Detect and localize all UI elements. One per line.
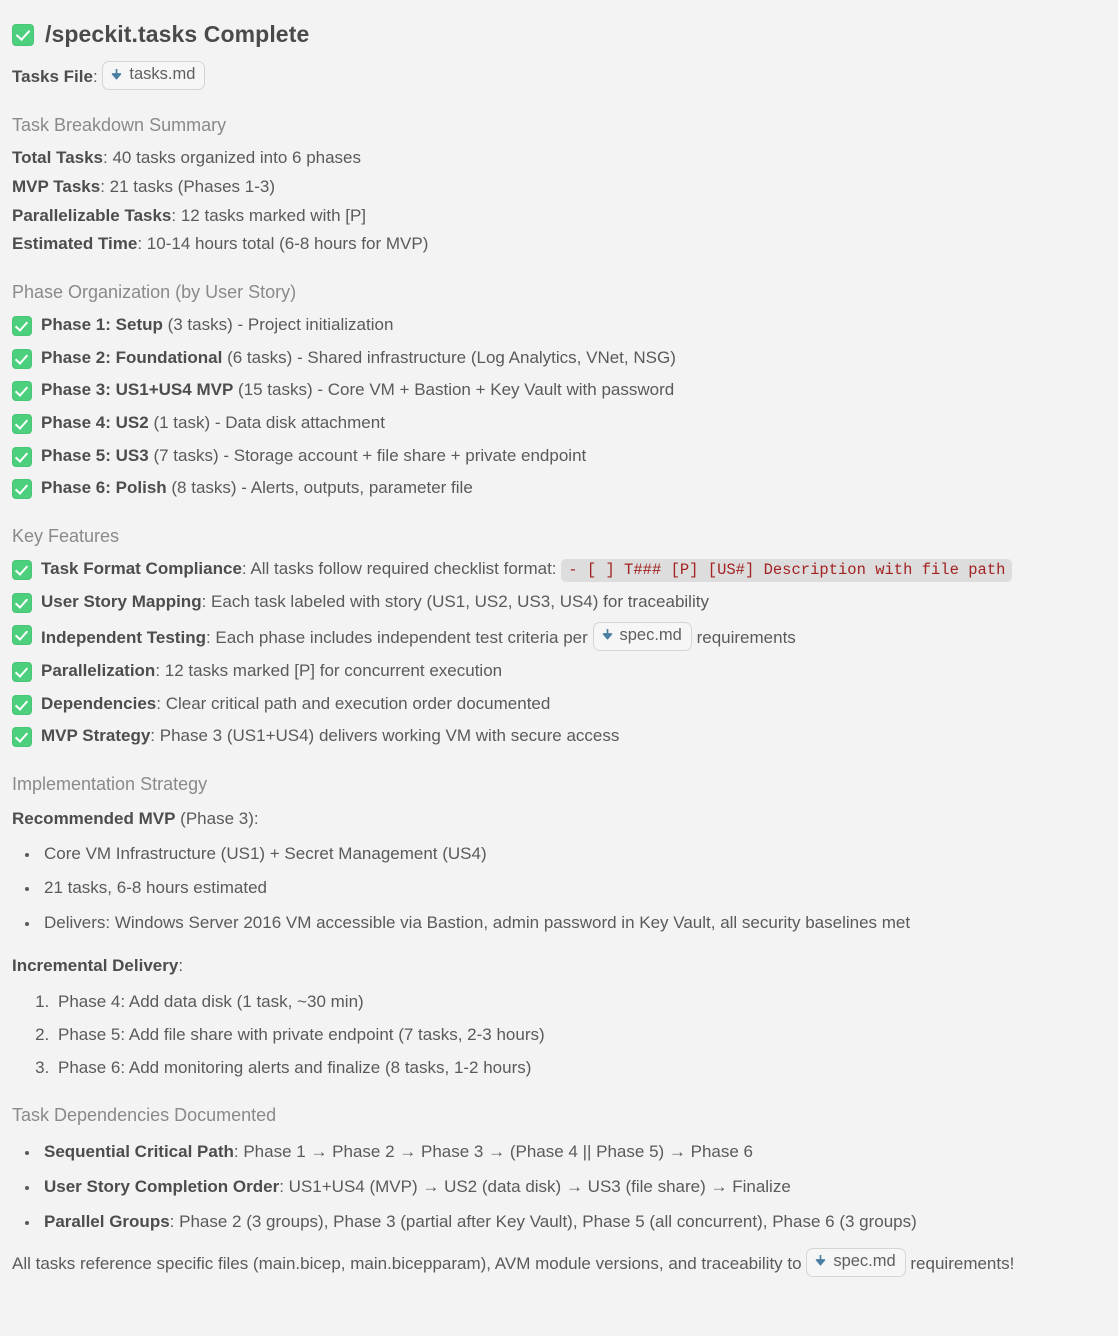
phase-name: Phase 4: US2 bbox=[41, 412, 149, 432]
list-item: • Delivers: Windows Server 2016 VM accessible via Bastion, admin password in Key Vault, all security baselines met bbox=[40, 911, 1104, 936]
phase-name: Phase 6: Polish bbox=[41, 478, 167, 498]
summary-row bbox=[12, 204, 1104, 229]
summary-row bbox=[12, 146, 1104, 171]
feature-text bbox=[41, 659, 1104, 684]
feature-detail: : 12 tasks marked [P] for concurrent execution bbox=[155, 661, 503, 681]
feature-text bbox=[41, 590, 1104, 615]
list-item bbox=[12, 659, 1104, 684]
incremental-delivery-colon: : bbox=[178, 955, 184, 975]
list-item bbox=[12, 622, 1104, 651]
feature-text bbox=[41, 692, 1104, 717]
phase-text bbox=[41, 346, 1104, 371]
phase-text bbox=[41, 378, 1104, 403]
list-item: 2. Phase 5: Add file share with private endpoint (7 tasks, 2-3 hours) bbox=[54, 1023, 1104, 1048]
phase-name: Phase 3: US1+US4 MVP bbox=[41, 380, 234, 400]
feature-detail: : Phase 3 (US1+US4) delivers working VM with secure access bbox=[150, 726, 620, 746]
tasks-file-label: Tasks File bbox=[12, 67, 93, 87]
summary-row bbox=[12, 175, 1104, 200]
dependencies-heading: Task Dependencies Documented bbox=[12, 1105, 277, 1126]
check-square-icon bbox=[12, 727, 32, 747]
list-item: 3. Phase 6: Add monitoring alerts and finalize (8 tasks, 1-2 hours) bbox=[54, 1056, 1104, 1081]
feature-name: Parallelization bbox=[41, 661, 156, 681]
list-item bbox=[12, 724, 1104, 749]
feature-text bbox=[41, 622, 1104, 651]
footer-text-after: requirements! bbox=[905, 1254, 1015, 1274]
phase-text bbox=[41, 444, 1104, 469]
summary-key: Total Tasks bbox=[12, 148, 104, 168]
tasks-file-colon: : bbox=[92, 67, 98, 87]
key-features-heading: Key Features bbox=[12, 525, 120, 546]
summary-list bbox=[12, 146, 1104, 257]
phase-detail: (7 tasks) - Storage account + file share + private endpoint bbox=[148, 445, 587, 465]
summary-row bbox=[12, 232, 1104, 257]
key-features-list bbox=[12, 557, 1104, 749]
incremental-delivery-list bbox=[12, 990, 1104, 1080]
tasks-file-row bbox=[12, 61, 1104, 90]
feature-detail: : Each task labeled with story (US1, US2, US3, US4) for traceability bbox=[201, 591, 709, 611]
incremental-delivery-line bbox=[12, 954, 1104, 979]
check-square-icon bbox=[12, 381, 32, 401]
page-title-row bbox=[12, 18, 1104, 51]
list-item: • Core VM Infrastructure (US1) + Secret Management (US4) bbox=[40, 842, 1104, 867]
list-item bbox=[12, 346, 1104, 371]
feature-detail: : Clear critical path and execution order documented bbox=[156, 693, 551, 713]
spec-file-chip-label: spec.md bbox=[619, 626, 682, 645]
check-square-icon bbox=[12, 24, 34, 46]
feature-name: Task Format Compliance bbox=[41, 558, 242, 578]
phases-heading: Phase Organization (by User Story) bbox=[12, 281, 297, 302]
list-item bbox=[12, 590, 1104, 615]
phase-text bbox=[41, 476, 1104, 501]
list-item: 1. Phase 4: Add data disk (1 task, ~30 min) bbox=[54, 990, 1104, 1015]
dependency-detail: : Phase 1 → Phase 2 → Phase 3 → (Phase 4 || Phase 5) → Phase 6 bbox=[233, 1142, 754, 1162]
check-square-icon bbox=[12, 479, 32, 499]
check-square-icon bbox=[12, 560, 32, 580]
summary-key: Estimated Time bbox=[12, 234, 138, 254]
phase-text bbox=[41, 313, 1104, 338]
list-item: • 21 tasks, 6-8 hours estimated bbox=[40, 876, 1104, 901]
incremental-delivery-label: Incremental Delivery bbox=[12, 955, 179, 975]
check-square-icon bbox=[12, 414, 32, 434]
check-square-icon bbox=[12, 593, 32, 613]
summary-value: : 40 tasks organized into 6 phases bbox=[103, 148, 362, 168]
phase-detail: (15 tasks) - Core VM + Bastion + Key Vault with password bbox=[233, 380, 675, 400]
dependencies-list bbox=[12, 1140, 1104, 1234]
tasks-file-chip-label: tasks.md bbox=[129, 65, 196, 84]
phase-detail: (6 tasks) - Shared infrastructure (Log Analytics, VNet, NSG) bbox=[222, 347, 676, 367]
list-item bbox=[12, 476, 1104, 501]
feature-name: MVP Strategy bbox=[41, 726, 151, 746]
summary-heading: Task Breakdown Summary bbox=[12, 115, 227, 136]
implementation-heading: Implementation Strategy bbox=[12, 773, 208, 794]
list-item bbox=[12, 313, 1104, 338]
dependency-detail: : US1+US4 (MVP) → US2 (data disk) → US3 (file share) → Finalize bbox=[279, 1176, 791, 1196]
phase-name: Phase 1: Setup bbox=[41, 314, 163, 334]
phase-name: Phase 2: Foundational bbox=[41, 347, 223, 367]
check-square-icon bbox=[12, 447, 32, 467]
summary-value: : 21 tasks (Phases 1-3) bbox=[100, 176, 276, 196]
dependency-name: User Story Completion Order bbox=[44, 1176, 280, 1196]
footer-paragraph bbox=[12, 1248, 1104, 1279]
list-item bbox=[12, 692, 1104, 717]
file-download-icon bbox=[111, 69, 122, 82]
list-item bbox=[12, 411, 1104, 436]
check-square-icon bbox=[12, 695, 32, 715]
phase-list bbox=[12, 313, 1104, 501]
check-square-icon bbox=[12, 349, 32, 369]
phase-detail: (1 task) - Data disk attachment bbox=[148, 412, 385, 432]
recommended-mvp-list bbox=[12, 842, 1104, 936]
phase-detail: (3 tasks) - Project initialization bbox=[162, 314, 394, 334]
footer-text-before: All tasks reference specific files (main.bicep, main.bicepparam), AVM module versions, and traceability to bbox=[12, 1254, 807, 1274]
list-item bbox=[12, 557, 1104, 582]
summary-key: MVP Tasks bbox=[12, 176, 101, 196]
list-item bbox=[40, 1210, 1104, 1235]
tasks-file-chip[interactable] bbox=[102, 61, 205, 89]
phase-name: Phase 5: US3 bbox=[41, 445, 149, 465]
list-item bbox=[40, 1140, 1104, 1165]
recommended-mvp-line bbox=[12, 807, 1104, 832]
feature-text bbox=[41, 724, 1104, 749]
dependency-name: Parallel Groups bbox=[44, 1211, 170, 1231]
spec-file-chip[interactable] bbox=[806, 1248, 905, 1276]
dependency-name: Sequential Critical Path bbox=[44, 1142, 234, 1162]
feature-name: User Story Mapping bbox=[41, 591, 202, 611]
list-item bbox=[12, 378, 1104, 403]
feature-detail-after: requirements bbox=[691, 628, 796, 648]
dependency-detail: : Phase 2 (3 groups), Phase 3 (partial after Key Vault), Phase 5 (all concurrent), Phase 6 (3 groups) bbox=[169, 1211, 917, 1231]
summary-value: : 12 tasks marked with [P] bbox=[171, 205, 367, 225]
recommended-mvp-detail: (Phase 3): bbox=[175, 809, 259, 829]
file-download-icon bbox=[815, 1255, 826, 1268]
summary-key: Parallelizable Tasks bbox=[12, 205, 172, 225]
feature-detail: : Each phase includes independent test criteria per bbox=[205, 628, 593, 648]
feature-detail: : All tasks follow required checklist format: bbox=[241, 558, 562, 578]
check-square-icon bbox=[12, 316, 32, 336]
recommended-mvp-label: Recommended MVP bbox=[12, 809, 176, 829]
phase-text bbox=[41, 411, 1104, 436]
list-item bbox=[40, 1175, 1104, 1200]
page-title: /speckit.tasks Complete bbox=[45, 21, 310, 47]
check-square-icon bbox=[12, 625, 32, 645]
file-download-icon bbox=[602, 629, 613, 642]
task-format-code: - [ ] T### [P] [US#] Description with file path bbox=[561, 559, 1012, 582]
spec-file-chip-label: spec.md bbox=[833, 1252, 896, 1271]
feature-text bbox=[41, 557, 1104, 582]
spec-file-chip[interactable] bbox=[593, 622, 692, 650]
feature-name: Independent Testing bbox=[41, 628, 206, 648]
list-item bbox=[12, 444, 1104, 469]
check-square-icon bbox=[12, 662, 32, 682]
phase-detail: (8 tasks) - Alerts, outputs, parameter file bbox=[166, 478, 473, 498]
summary-value: : 10-14 hours total (6-8 hours for MVP) bbox=[137, 234, 429, 254]
feature-name: Dependencies bbox=[41, 693, 157, 713]
